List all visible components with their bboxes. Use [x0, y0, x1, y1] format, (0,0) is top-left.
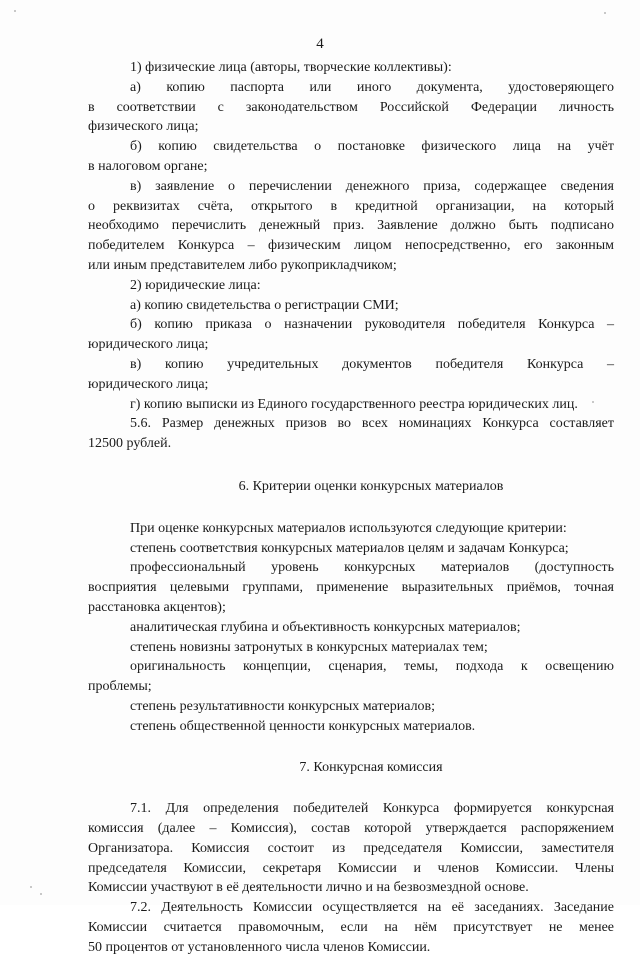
section-7-paragraphs: [88, 799, 614, 957]
criterion-1: [88, 519, 614, 539]
section-7-paragraph-2: [88, 898, 614, 957]
text-line: 7.2. Деятельность Комиссии осуществляется на её заседаниях. Заседание: [130, 900, 614, 916]
text-line: в соответствии с законодательством Российской Федерации личность: [88, 99, 614, 115]
section-5-item-8: [88, 355, 614, 395]
section-7-paragraph-1: [88, 799, 614, 898]
text-line: расстановка акцентов);: [88, 599, 226, 615]
section-6-criteria: [88, 519, 614, 737]
section-5-item-9: [88, 395, 614, 415]
text-line: степень новизны затронутых в конкурсных материалах тем;: [130, 639, 488, 655]
section-5-continuation: [88, 58, 614, 454]
text-line: степень общественной ценности конкурсных материалов.: [130, 718, 476, 734]
criterion-7: [88, 697, 614, 717]
section-5-item-1: [88, 58, 614, 78]
criterion-6: [88, 657, 614, 697]
text-line: 7.1. Для определения победителей Конкурса формируется конкурсная: [130, 801, 614, 817]
text-line: Комиссии участвуют в её деятельности лично и на безвозмездной основе.: [88, 880, 529, 896]
text-line: 12500 рублей.: [88, 436, 172, 452]
text-line: физического лица;: [88, 119, 199, 135]
criterion-5: [88, 638, 614, 658]
section-6-heading: 6. Критерии оценки конкурсных материалов: [238, 478, 504, 494]
text-line: а) копию свидетельства о регистрации СМИ;: [130, 297, 399, 313]
criterion-2: [88, 539, 614, 559]
section-7-heading: 7. Конкурсная комиссия: [299, 759, 443, 775]
text-line: о реквизитах счёта, открытого в кредитной организации, на который: [88, 198, 614, 214]
text-line: оригинальность концепции, сценария, темы, подхода к освещению: [130, 659, 614, 675]
section-5-item-10: [88, 414, 614, 454]
text-line: юридического лица;: [88, 337, 209, 353]
text-line: степень соответствия конкурсных материалов целям и задачам Конкурса;: [130, 540, 569, 556]
text-line: б) копию свидетельства о постановке физического лица на учёт: [130, 139, 614, 155]
text-line: б) копию приказа о назначении руководителя победителя Конкурса –: [130, 317, 614, 333]
text-line: в налоговом органе;: [88, 158, 208, 174]
section-5-item-7: [88, 315, 614, 355]
page-body: [88, 58, 614, 958]
text-line: восприятия целевыми группами, применение выразительных приёмов, точная: [88, 580, 614, 596]
section-5-item-5: [88, 276, 614, 296]
text-line: а) копию паспорта или иного документа, удостоверяющего: [130, 79, 614, 95]
text-line: председателя Комиссии, секретаря Комиссии и членов Комиссии. Члены: [88, 860, 614, 876]
text-line: степень результативности конкурсных материалов;: [130, 698, 436, 714]
criterion-8: [88, 717, 614, 737]
text-line: профессиональный уровень конкурсных материалов (доступность: [130, 560, 614, 576]
section-5-item-2: [88, 78, 614, 137]
text-line: 5.6. Размер денежных призов во всех номинациях Конкурса составляет: [130, 416, 614, 432]
text-line: 1) физические лица (авторы, творческие коллективы):: [130, 60, 452, 75]
section-5-item-4: [88, 177, 614, 276]
text-line: Комиссии считается правомочным, если на нём присутствует не менее: [88, 920, 614, 936]
text-line: При оценке конкурсных материалов используются следующие критерии:: [130, 520, 567, 536]
criterion-3: [88, 558, 614, 617]
text-line: комиссия (далее – Комиссия), состав которой утверждается распоряжением: [88, 821, 614, 837]
text-line: проблемы;: [88, 679, 152, 695]
text-line: г) копию выписки из Единого государственного реестра юридических лиц.: [130, 396, 578, 412]
text-line: юридического лица;: [88, 376, 209, 392]
text-line: в) заявление о перечислении денежного приза, содержащее сведения: [130, 178, 614, 194]
text-line: или иным представителем либо рукоприкладчиком;: [88, 257, 397, 273]
text-line: Организатора. Комиссия состоит из председателя Комиссии, заместителя: [88, 840, 614, 856]
section-5-items: [88, 58, 614, 454]
section-5-item-3: [88, 137, 614, 177]
text-line: необходимо перечислить денежный приз. Заявление должно быть подписано: [88, 218, 614, 234]
page-number: 4: [316, 36, 324, 52]
criterion-4: [88, 618, 614, 638]
text-line: аналитическая глубина и объективность конкурсных материалов;: [130, 619, 521, 635]
section-5-item-6: [88, 296, 614, 316]
text-line: 2) юридические лица:: [130, 277, 261, 293]
text-line: в) копию учредительных документов победителя Конкурса –: [130, 356, 614, 372]
text-line: победителем Конкурса – физическим лицом непосредственно, его законным: [88, 238, 614, 254]
text-line: 50 процентов от установленного числа членов Комиссии.: [88, 939, 431, 955]
